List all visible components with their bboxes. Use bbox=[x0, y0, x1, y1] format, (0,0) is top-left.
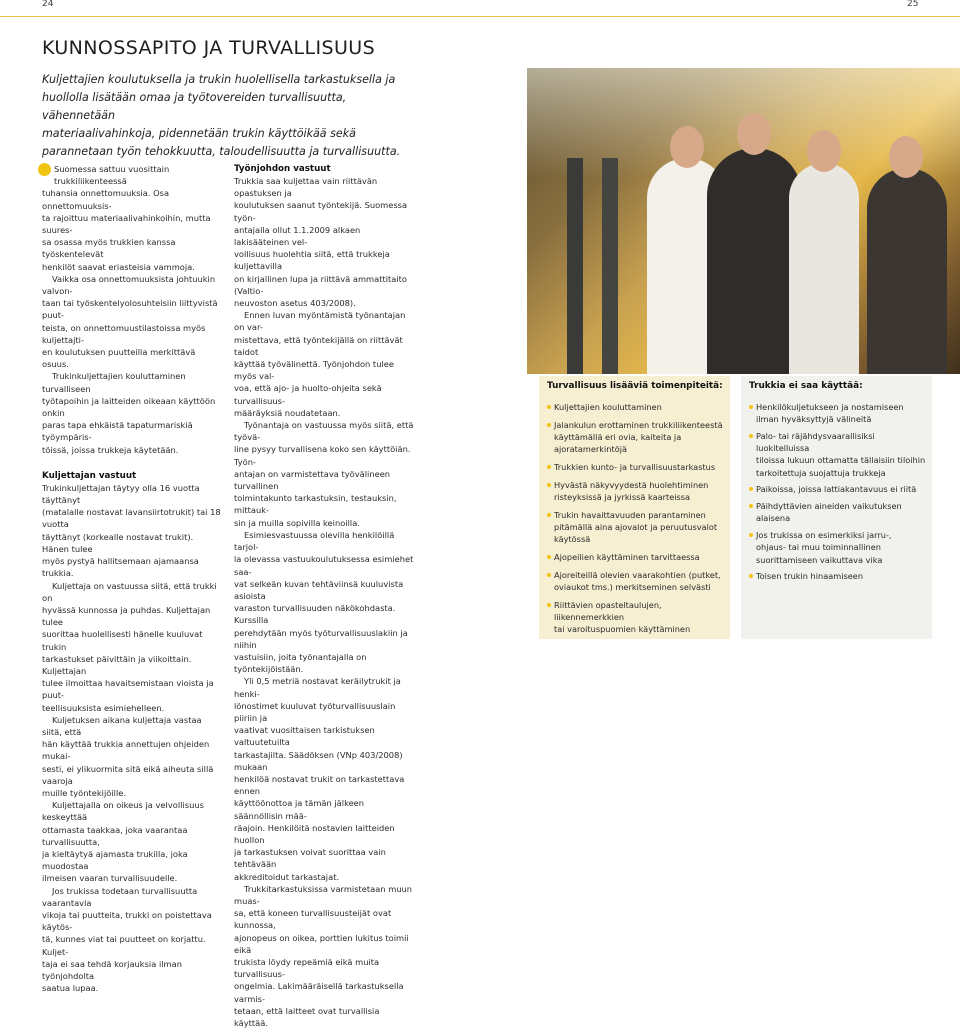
list-item-text: Paikoissa, joissa lattiakantavuus ei riitä bbox=[756, 484, 917, 495]
list-item-text: ohjaus- tai muu toiminnallinen bbox=[756, 542, 881, 553]
lead-line: Kuljettajien koulutuksella ja trukin huolellisella tarkastuksella ja bbox=[42, 73, 396, 86]
list-item-text: Ajoreiteillä olevien vaarakohtien (putket, bbox=[554, 569, 721, 580]
safety-measures-list bbox=[547, 401, 725, 641]
paragraph-line: Jos trukissa todetaan turvallisuutta vaarantavia bbox=[42, 885, 198, 908]
paragraph-line: hän käyttää trukkia annettujen ohjeiden mukai- bbox=[42, 739, 210, 762]
paragraph-line: on kirjallinen lupa ja riittävä ammattitaito (Valtio- bbox=[234, 273, 407, 296]
list-item-text: Hyvästä näkyvyydestä huolehtiminen bbox=[554, 479, 709, 490]
paragraph-line: Kuljettajalla on oikeus ja velvollisuus keskeyttää bbox=[42, 800, 204, 823]
photo-person-head bbox=[807, 130, 841, 172]
list-item-text: Riittävien opasteltaulujen, liikennemerkkien bbox=[554, 599, 662, 622]
list-item-text: Jos trukissa on esimerkiksi jarru-, bbox=[756, 530, 892, 541]
list-item bbox=[749, 430, 927, 479]
bullet-icon bbox=[547, 603, 551, 607]
list-item bbox=[547, 419, 725, 456]
list-item-text: oviaukot tms.) merkitseminen selvästi bbox=[554, 582, 711, 592]
list-item bbox=[547, 569, 725, 593]
lead-line: huollolla lisätään omaa ja työtovereiden turvallisuutta, vähennetään bbox=[42, 91, 347, 122]
paragraph-line: ottamasta taakkaa, joka vaarantaa turvallisuutta, bbox=[42, 824, 188, 847]
paragraph-line: teellisuuksista esimiehelleen. bbox=[42, 702, 165, 713]
paragraph-line: myös pystyä hallitsemaan ajamaansa trukkia. bbox=[42, 556, 199, 579]
paragraph-line: la olevassa vastuukoulutuksessa esimiehet saa- bbox=[234, 554, 414, 577]
paragraph-line: line pysyy turvallisena koko sen käyttöiän. Työn- bbox=[234, 444, 411, 467]
list-item bbox=[749, 529, 927, 566]
bullet-icon bbox=[547, 573, 551, 577]
photo-forklift-mast bbox=[567, 158, 583, 374]
list-item-text: ilman hyväksyttyjä välineitä bbox=[756, 414, 872, 425]
bullet-icon bbox=[749, 434, 753, 438]
paragraph-line: Suomessa sattuu vuosittain trukkiliikenteessä bbox=[54, 164, 170, 187]
paragraph-line: vat selkeän kuvan tehtäviinsä kuuluvista asioista bbox=[234, 578, 404, 601]
paragraph-line: koulutuksen saanut työntekijä. Suomessa työn- bbox=[234, 200, 408, 223]
paragraph-line: perehdytään myös työturvallisuuslakiin ja niihin bbox=[234, 627, 408, 650]
paragraph-line: ongelmia. Lakimääräisellä tarkastuksella varmis- bbox=[234, 981, 404, 1004]
list-item bbox=[547, 599, 725, 636]
bullet-icon bbox=[547, 483, 551, 487]
paragraph-line: antajalla ollut 1.1.2009 alkaen lakisääteinen vel- bbox=[234, 224, 361, 248]
paragraph-line: Ennen luvan myöntämistä työnantajan on var- bbox=[234, 310, 406, 333]
bullet-icon bbox=[547, 555, 551, 559]
list-item-text: Jalankulun erottaminen trukkiliikenteestä bbox=[554, 419, 723, 430]
paragraph-line: Trukkitarkastuksissa varmistetaan muun muas- bbox=[234, 883, 413, 906]
paragraph-line: Esimiesvastuussa olevilla henkilöillä tarjol- bbox=[234, 529, 395, 553]
list-item bbox=[749, 483, 927, 495]
paragraph-line: tarkastukset päivittäin ja viikoittain. Kuljettajan bbox=[42, 653, 192, 676]
photo-person bbox=[789, 163, 859, 374]
list-item bbox=[547, 479, 725, 503]
list-item bbox=[749, 500, 927, 524]
photo-person-head bbox=[670, 126, 704, 168]
paragraph-line: tetaan, että laitteet ovat turvallisia käyttää. bbox=[234, 1005, 380, 1029]
paragraph-line: vaativat vuosittaisen tarkistuksen valtuutetuilta bbox=[234, 725, 375, 748]
header-rule bbox=[0, 16, 960, 17]
safety-measures-box bbox=[539, 376, 730, 639]
paragraph-line: täyttänyt (korkealle nostavat trukit). Hänen tulee bbox=[42, 531, 194, 554]
list-item bbox=[547, 461, 725, 473]
paragraph-line: Trukinkuljettajien kouluttaminen turvalliseen bbox=[42, 371, 186, 394]
forbidden-uses-box bbox=[741, 376, 932, 639]
paragraph-line: vastuisiin, joita työnantajalla on työntekijöistään. bbox=[234, 651, 367, 675]
paragraph-line: taan tai työskentelyolosuhteisiin liittyvistä puut- bbox=[42, 298, 218, 321]
paragraph-line: ajonopeus on oikea, porttien lukitus toimii eikä bbox=[234, 932, 409, 955]
paragraph-line: voa, että ajo- ja huolto-ohjeita sekä turvallisuus- bbox=[234, 383, 382, 406]
lead-paragraph bbox=[42, 71, 412, 161]
list-item-text: Päihdyttävien aineiden vaikutuksen alaisena bbox=[756, 501, 902, 524]
paragraph-line: teista, on onnettomuustilastoissa myös kuljettajti- bbox=[42, 322, 206, 345]
paragraph-line: Trukkia saa kuljettaa vain riittävän opastuksen ja bbox=[234, 176, 378, 199]
paragraph-line: Kuljetuksen aikana kuljettaja vastaa siitä, että bbox=[42, 714, 202, 737]
paragraph-line: työtapoihin ja laitteiden oikeaan käyttöön onkin bbox=[42, 395, 216, 419]
list-item-text: käytössä bbox=[554, 534, 591, 545]
list-item-text: Henkilökuljetukseen ja nostamiseen bbox=[756, 402, 904, 412]
paragraph-line: en koulutuksen puutteilla merkittävä osuus. bbox=[42, 347, 196, 370]
list-item-text: Palo- tai räjähdysvaarallisiksi luokitelluissa bbox=[756, 431, 875, 454]
bullet-icon bbox=[749, 504, 753, 508]
paragraph-line: taja ei saa tehdä korjauksia ilman työnjohdolta bbox=[42, 958, 182, 981]
paragraph-line: käyttää työvälinettä. Työnjohdon tulee myös val- bbox=[234, 359, 394, 382]
paragraph-line: töissä, joissa trukkeja käytetään. bbox=[42, 444, 179, 455]
paragraph-line: muille työntekijöille. bbox=[42, 787, 127, 798]
list-item bbox=[547, 551, 725, 563]
list-item bbox=[749, 401, 927, 425]
paragraph-line: sa osassa myös trukkien kanssa työskentelevät bbox=[42, 237, 176, 260]
paragraph-line: lönostimet kuuluvat työturvallisuuslain piiriin ja bbox=[234, 700, 396, 723]
paragraph-line: hyvässä kunnossa ja puhdas. Kuljettajan tulee bbox=[42, 604, 211, 628]
paragraph-line: trukista löydy repeämiä eikä muita turvallisuus- bbox=[234, 957, 380, 980]
page-title: KUNNOSSAPITO JA TURVALLISUUS bbox=[42, 37, 376, 59]
paragraph-line: räajoin. Henkilöitä nostavien laitteiden huollon bbox=[234, 822, 395, 845]
paragraph-line: ja tarkastuksen voivat suorittaa vain tehtävään bbox=[234, 847, 386, 870]
paragraph-line: paras tapa ehkäistä tapaturmariskiä työympäris- bbox=[42, 420, 193, 443]
lead-line: materiaalivahinkoja, pidennetään trukin käyttöikää sekä bbox=[42, 127, 356, 140]
photo-person-head bbox=[889, 136, 923, 178]
list-item-text: tarkoitettuja suojattuja trukkeja bbox=[756, 467, 886, 478]
paragraph-line: ilmeisen vaaran turvallisuudelle. bbox=[42, 873, 178, 884]
forbidden-uses-list bbox=[749, 401, 927, 587]
bullet-icon bbox=[547, 423, 551, 427]
paragraph-line: saatua lupaa. bbox=[42, 983, 99, 994]
list-item-text: Kuljettajien kouluttaminen bbox=[554, 402, 662, 412]
paragraph-line: antajan on varmistettava työvälineen turvallinen bbox=[234, 468, 391, 492]
box-title: Trukkia ei saa käyttää: bbox=[749, 381, 863, 391]
bullet-icon bbox=[749, 487, 753, 491]
section-heading: Työnjohdon vastuut bbox=[234, 164, 331, 174]
list-item-text: pitämällä aina ajovalot ja peruutusvalot bbox=[554, 522, 718, 532]
bullet-icon bbox=[749, 533, 753, 537]
paragraph-line: Trukinkuljettajan täytyy olla 16 vuotta täyttänyt bbox=[42, 482, 200, 506]
paragraph-line: mistettava, että työntekijällä on riittävät taidot bbox=[234, 334, 403, 357]
paragraph-line: suorittaa huolellisesti hänelle kuuluvat trukin bbox=[42, 629, 203, 652]
photo-person bbox=[867, 168, 947, 374]
paragraph-line: tuhansia onnettomuuksia. Osa onnettomuuksis- bbox=[42, 188, 170, 211]
photo-person-head bbox=[737, 113, 771, 155]
list-item-text: Trukkien kunto- ja turvallisuustarkastus bbox=[554, 462, 716, 472]
list-item-text: Toisen trukin hinaamiseen bbox=[756, 571, 864, 582]
list-item-text: risteyksissä ja jyrkissä kaarteissa bbox=[554, 492, 691, 502]
list-item-text: suorittamiseen vaikuttava vika bbox=[756, 554, 883, 565]
text-column-left bbox=[42, 163, 222, 994]
paragraph-line: tarkastajilta. Säädöksen (VNp 403/2008) mukaan bbox=[234, 749, 403, 772]
paragraph-line: Vaikka osa onnettomuuksista johtuukin valvon- bbox=[42, 273, 216, 297]
paragraph-line: tä, kunnes viat tai puutteet on korjattu. Kuljet- bbox=[42, 934, 206, 957]
list-item bbox=[749, 570, 927, 582]
paragraph-line: sesti, ei ylikuormita sitä eikä aiheuta sillä vaaroja bbox=[42, 763, 214, 786]
box-title: Turvallisuus lisääviä toimenpiteitä: bbox=[547, 381, 723, 391]
bullet-icon bbox=[749, 574, 753, 578]
list-item-text: tiloissa lukuun ottamatta tällaisiin tiloihin bbox=[756, 455, 926, 466]
page-number-left: 24 bbox=[42, 0, 54, 9]
paragraph-line: Kuljettaja on vastuussa siitä, että trukki on bbox=[42, 580, 217, 603]
paragraph-line: Yli 0,5 metriä nostavat keräilytrukit ja henki- bbox=[234, 676, 401, 699]
paragraph-line: akkreditoidut tarkastajat. bbox=[234, 871, 340, 882]
text-column-middle bbox=[234, 163, 415, 1029]
photo-person bbox=[707, 148, 802, 374]
paragraph-line: sin ja muilla sopivilla keinoilla. bbox=[234, 517, 360, 528]
list-item-text: tai varoituspuomien käyttäminen bbox=[554, 624, 691, 635]
paragraph-line: vollisuus huolehtia siitä, että trukkeja kuljettavilla bbox=[234, 249, 390, 272]
photo-forklift-mast bbox=[602, 158, 618, 374]
paragraph-line: ta rajoittuu materiaalivahinkoihin, mutta suures- bbox=[42, 212, 211, 236]
paragraph-line: varaston turvallisuuden näkökohdasta. Kurssilla bbox=[234, 603, 396, 626]
section-heading: Kuljettajan vastuut bbox=[42, 470, 137, 481]
paragraph-line: toimintakunto tarkastuksin, testauksin, mittauk- bbox=[234, 493, 397, 516]
paragraph-line: vikoja tai puutteita, trukki on poistettava käytös- bbox=[42, 909, 212, 933]
paragraph-line: ja kieltäytyä ajamasta trukilla, joka muodostaa bbox=[42, 848, 188, 872]
paragraph-line: sa, että koneen turvallisuusteijät ovat kunnossa, bbox=[234, 908, 392, 931]
paragraph-line: neuvoston asetus 403/2008). bbox=[234, 298, 356, 309]
page-number-right: 25 bbox=[907, 0, 919, 9]
bullet-icon bbox=[547, 405, 551, 409]
list-item-text: Trukin havaittavuuden parantaminen bbox=[554, 509, 706, 520]
paragraph-line: tulee ilmoittaa havaitsemistaan vioista ja puut- bbox=[42, 678, 214, 701]
list-item-text: Ajopeilien käyttäminen tarvittaessa bbox=[554, 552, 700, 562]
paragraph-line: henkilöt saavat eriasteisia vammoja. bbox=[42, 261, 195, 272]
paragraph-line: Työnantaja on vastuussa myös siitä, että työvä- bbox=[234, 420, 414, 443]
list-item-text: ajoratamerkintöjä bbox=[554, 444, 628, 455]
paragraph-line: määräyksiä noudatetaan. bbox=[234, 407, 341, 418]
list-item bbox=[547, 401, 725, 413]
bullet-icon bbox=[547, 465, 551, 469]
paragraph-line: (matalalle nostavat lavansiirtotrukit) tai 18 vuotta bbox=[42, 507, 221, 530]
bullet-icon bbox=[547, 513, 551, 517]
list-item bbox=[547, 509, 725, 546]
list-item-text: käyttämällä eri ovia, kaiteita ja bbox=[554, 432, 682, 442]
lead-line: parannetaan työn tehokkuutta, taloudellisuutta ja turvallisuutta. bbox=[42, 145, 401, 158]
paragraph-line: käyttöönottoa ja tämän jälkeen säännöllisin mää- bbox=[234, 798, 365, 821]
warehouse-training-photo bbox=[527, 68, 960, 374]
paragraph-line: henkilöä nostavat trukit on tarkastettava ennen bbox=[234, 773, 405, 797]
bullet-icon bbox=[749, 405, 753, 409]
